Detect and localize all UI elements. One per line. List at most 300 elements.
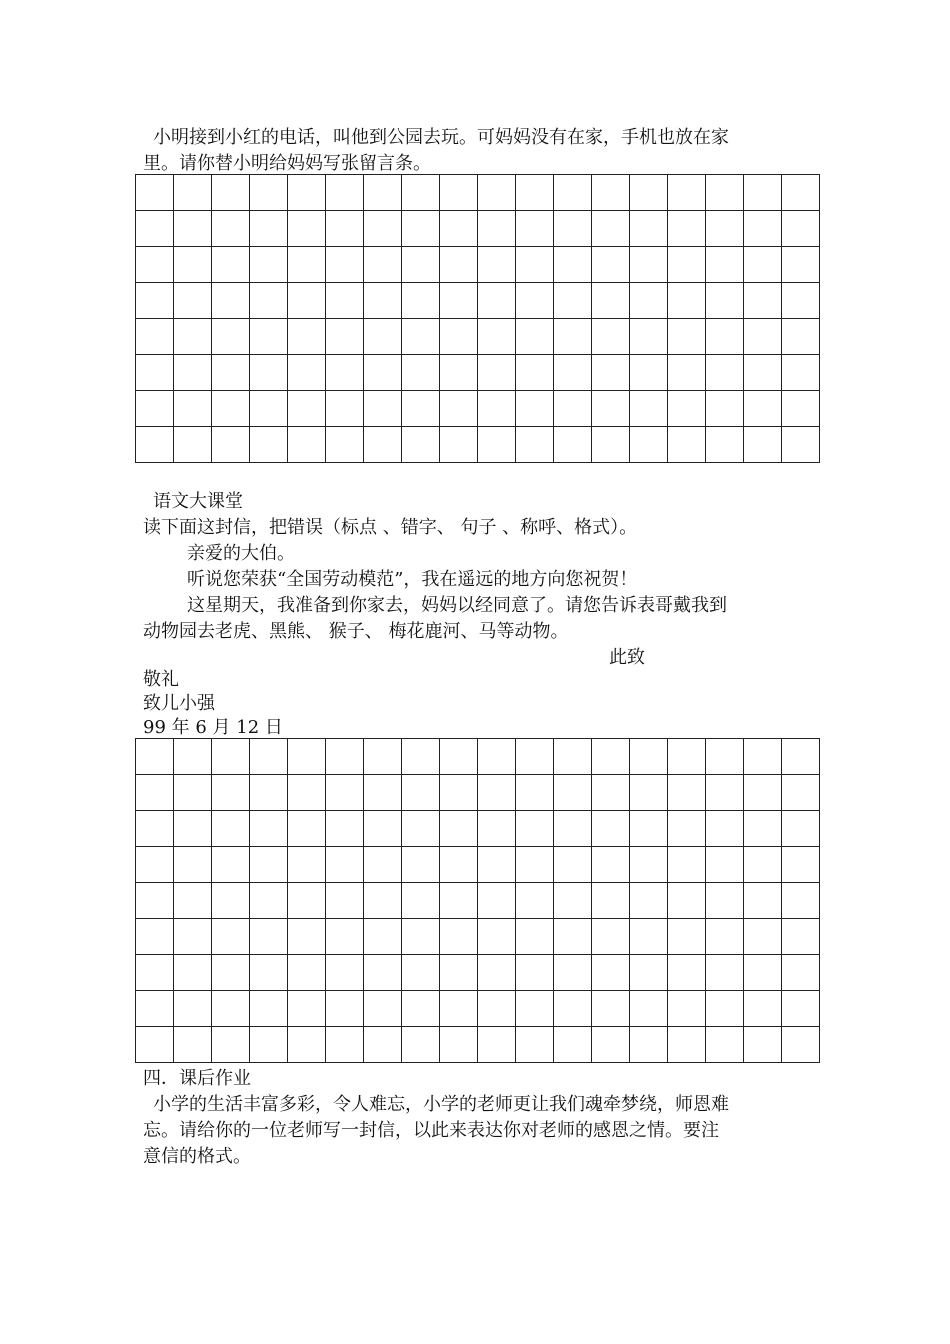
grid-cell xyxy=(250,955,288,991)
grid-cell xyxy=(630,775,668,811)
grid-cell xyxy=(364,739,402,775)
letter-closing-2: 敬礼 xyxy=(143,669,179,690)
grid-cell xyxy=(364,283,402,319)
grid-cell xyxy=(630,811,668,847)
grid-cell xyxy=(440,955,478,991)
grid-cell xyxy=(516,775,554,811)
grid-cell xyxy=(136,247,174,283)
grid-cell xyxy=(516,883,554,919)
grid-cell xyxy=(706,883,744,919)
grid-cell xyxy=(630,427,668,463)
grid-cell xyxy=(706,1027,744,1063)
grid-cell xyxy=(288,391,326,427)
grid-cell xyxy=(630,919,668,955)
grid-cell xyxy=(478,319,516,355)
grid-cell xyxy=(402,991,440,1027)
grid-cell xyxy=(668,283,706,319)
grid-cell xyxy=(554,211,592,247)
grid-cell xyxy=(174,847,212,883)
grid-cell xyxy=(516,955,554,991)
grid-cell xyxy=(440,247,478,283)
grid-cell xyxy=(592,739,630,775)
grid-cell xyxy=(174,919,212,955)
grid-cell xyxy=(136,811,174,847)
grid-cell xyxy=(212,811,250,847)
grid-cell xyxy=(364,211,402,247)
grid-cell xyxy=(668,991,706,1027)
grid-cell xyxy=(592,283,630,319)
grid-cell xyxy=(554,1027,592,1063)
grid-cell xyxy=(782,283,820,319)
grid-cell xyxy=(288,247,326,283)
grid-cell xyxy=(592,919,630,955)
grid-cell xyxy=(478,811,516,847)
grid-cell xyxy=(288,955,326,991)
grid-cell xyxy=(516,283,554,319)
grid-cell xyxy=(630,955,668,991)
grid-cell xyxy=(744,739,782,775)
grid-cell xyxy=(516,991,554,1027)
grid-cell xyxy=(364,247,402,283)
grid-cell xyxy=(592,247,630,283)
task1-prompt-line1: 小明接到小红的电话，叫他到公园去玩。可妈妈没有在家，手机也放在家 xyxy=(153,127,729,148)
grid-cell xyxy=(630,991,668,1027)
grid-cell xyxy=(630,283,668,319)
grid-cell xyxy=(630,355,668,391)
grid-cell xyxy=(706,175,744,211)
grid-cell xyxy=(326,811,364,847)
grid-cell xyxy=(326,991,364,1027)
grid-cell xyxy=(402,427,440,463)
grid-cell xyxy=(174,1027,212,1063)
grid-cell xyxy=(364,175,402,211)
grid-cell xyxy=(212,919,250,955)
grid-row xyxy=(136,775,820,811)
grid-cell xyxy=(402,247,440,283)
grid-cell xyxy=(440,991,478,1027)
grid-cell xyxy=(592,211,630,247)
grid-cell xyxy=(554,427,592,463)
grid-cell xyxy=(212,283,250,319)
grid-row xyxy=(136,247,820,283)
grid-cell xyxy=(630,1027,668,1063)
letter-paragraph-2-line1: 这星期天，我准备到你家去，妈妈以经同意了。请您告诉表哥戴我到 xyxy=(187,595,727,616)
grid-cell xyxy=(440,775,478,811)
grid-cell xyxy=(516,847,554,883)
grid-row xyxy=(136,211,820,247)
grid-cell xyxy=(744,1027,782,1063)
grid-cell xyxy=(744,175,782,211)
grid-cell xyxy=(250,991,288,1027)
grid-cell xyxy=(326,955,364,991)
grid-cell xyxy=(668,1027,706,1063)
grid-cell xyxy=(630,247,668,283)
grid-cell xyxy=(478,211,516,247)
grid-cell xyxy=(554,319,592,355)
grid-cell xyxy=(668,211,706,247)
homework-line1: 小学的生活丰富多彩，令人难忘，小学的老师更让我们魂牵梦绕，师恩难 xyxy=(153,1094,729,1115)
grid-cell xyxy=(782,211,820,247)
grid-cell xyxy=(744,391,782,427)
grid-cell xyxy=(212,847,250,883)
grid-cell xyxy=(326,1027,364,1063)
grid-cell xyxy=(478,739,516,775)
grid-row xyxy=(136,391,820,427)
grid-cell xyxy=(744,775,782,811)
grid-cell xyxy=(706,919,744,955)
grid-cell xyxy=(592,991,630,1027)
grid-cell xyxy=(440,355,478,391)
grid-cell xyxy=(478,427,516,463)
grid-cell xyxy=(478,247,516,283)
grid-cell xyxy=(136,283,174,319)
grid-cell xyxy=(288,427,326,463)
grid-cell xyxy=(212,175,250,211)
grid-cell xyxy=(744,955,782,991)
grid-cell xyxy=(402,847,440,883)
grid-cell xyxy=(668,739,706,775)
grid-cell xyxy=(706,247,744,283)
grid-cell xyxy=(288,991,326,1027)
grid-cell xyxy=(136,175,174,211)
grid-cell xyxy=(440,391,478,427)
grid-cell xyxy=(554,247,592,283)
grid-cell xyxy=(136,775,174,811)
grid-cell xyxy=(288,211,326,247)
grid-cell xyxy=(668,175,706,211)
writing-grid-note xyxy=(135,174,820,463)
grid-cell xyxy=(136,211,174,247)
grid-cell xyxy=(668,427,706,463)
grid-cell xyxy=(706,211,744,247)
grid-cell xyxy=(288,355,326,391)
grid-cell xyxy=(250,1027,288,1063)
grid-cell xyxy=(668,355,706,391)
grid-cell xyxy=(554,283,592,319)
grid-cell xyxy=(174,175,212,211)
grid-cell xyxy=(782,739,820,775)
grid-cell xyxy=(326,355,364,391)
grid-cell xyxy=(744,883,782,919)
grid-row xyxy=(136,355,820,391)
grid-cell xyxy=(402,211,440,247)
grid-cell xyxy=(554,919,592,955)
letter-signature: 致儿小强 xyxy=(143,693,215,714)
grid-cell xyxy=(212,955,250,991)
grid-cell xyxy=(668,811,706,847)
grid-cell xyxy=(250,391,288,427)
grid-cell xyxy=(706,991,744,1027)
writing-grid-correction xyxy=(135,738,820,1063)
grid-cell xyxy=(706,355,744,391)
grid-cell xyxy=(744,355,782,391)
grid-cell xyxy=(630,175,668,211)
grid-cell xyxy=(516,811,554,847)
grid-cell xyxy=(440,847,478,883)
grid-cell xyxy=(136,391,174,427)
grid-cell xyxy=(706,847,744,883)
grid-cell xyxy=(212,883,250,919)
grid-cell xyxy=(136,739,174,775)
letter-greeting: 亲爱的大伯。 xyxy=(187,543,295,564)
homework-line2: 忘。请给你的一位老师写一封信，以此来表达你对老师的感恩之情。要注 xyxy=(143,1120,719,1141)
grid-row xyxy=(136,847,820,883)
grid-cell xyxy=(782,775,820,811)
grid-cell xyxy=(440,211,478,247)
grid-cell xyxy=(364,1027,402,1063)
grid-cell xyxy=(478,391,516,427)
grid-row xyxy=(136,883,820,919)
grid-cell xyxy=(250,319,288,355)
grid-cell xyxy=(554,811,592,847)
grid-cell xyxy=(478,175,516,211)
grid-cell xyxy=(364,427,402,463)
grid-cell xyxy=(592,391,630,427)
grid-cell xyxy=(706,427,744,463)
grid-cell xyxy=(402,883,440,919)
grid-cell xyxy=(440,427,478,463)
grid-cell xyxy=(668,919,706,955)
grid-cell xyxy=(668,319,706,355)
grid-cell xyxy=(630,391,668,427)
grid-cell xyxy=(288,775,326,811)
grid-cell xyxy=(592,847,630,883)
grid-cell xyxy=(668,775,706,811)
grid-cell xyxy=(744,919,782,955)
grid-cell xyxy=(174,355,212,391)
grid-cell xyxy=(554,883,592,919)
grid-cell xyxy=(744,283,782,319)
grid-cell xyxy=(326,847,364,883)
grid-cell xyxy=(326,883,364,919)
grid-cell xyxy=(630,847,668,883)
grid-cell xyxy=(212,211,250,247)
grid-cell xyxy=(174,811,212,847)
grid-cell xyxy=(782,991,820,1027)
grid-cell xyxy=(782,811,820,847)
grid-row xyxy=(136,283,820,319)
grid-cell xyxy=(440,739,478,775)
letter-date: 99 年 6 月 12 日 xyxy=(143,717,283,738)
section-title-chinese-class: 语文大课堂 xyxy=(153,491,243,512)
grid-cell xyxy=(250,355,288,391)
letter-paragraph-2-line2: 动物园去老虎、黑熊、 猴子、 梅花鹿河、马等动物。 xyxy=(143,621,569,642)
grid-cell xyxy=(744,991,782,1027)
grid-cell xyxy=(440,175,478,211)
grid-cell xyxy=(592,955,630,991)
grid-cell xyxy=(744,319,782,355)
grid-cell xyxy=(668,391,706,427)
grid-cell xyxy=(554,847,592,883)
grid-cell xyxy=(744,811,782,847)
grid-cell xyxy=(592,427,630,463)
grid-cell xyxy=(440,883,478,919)
grid-cell xyxy=(516,1027,554,1063)
grid-cell xyxy=(250,283,288,319)
grid-cell xyxy=(706,319,744,355)
grid-cell xyxy=(516,739,554,775)
grid-cell xyxy=(782,1027,820,1063)
grid-cell xyxy=(516,175,554,211)
grid-cell xyxy=(136,355,174,391)
grid-cell xyxy=(554,991,592,1027)
grid-cell xyxy=(250,175,288,211)
grid-cell xyxy=(592,811,630,847)
grid-row xyxy=(136,991,820,1027)
grid-cell xyxy=(174,247,212,283)
grid-cell xyxy=(478,847,516,883)
grid-cell xyxy=(744,427,782,463)
grid-cell xyxy=(478,283,516,319)
grid-cell xyxy=(402,1027,440,1063)
grid-cell xyxy=(782,391,820,427)
grid-cell xyxy=(478,955,516,991)
grid-cell xyxy=(440,1027,478,1063)
grid-cell xyxy=(250,919,288,955)
grid-cell xyxy=(288,319,326,355)
letter-paragraph-1: 听说您荣获“全国劳动模范”，我在遥远的地方向您祝贺！ xyxy=(187,569,638,590)
grid-cell xyxy=(782,319,820,355)
grid-row xyxy=(136,175,820,211)
grid-cell xyxy=(402,355,440,391)
grid-cell xyxy=(440,811,478,847)
grid-cell xyxy=(744,847,782,883)
grid-cell xyxy=(516,919,554,955)
grid-row xyxy=(136,1027,820,1063)
grid-cell xyxy=(212,1027,250,1063)
grid-cell xyxy=(516,355,554,391)
grid-cell xyxy=(250,739,288,775)
grid-cell xyxy=(402,811,440,847)
grid-cell xyxy=(364,319,402,355)
grid-cell xyxy=(212,991,250,1027)
grid-cell xyxy=(250,811,288,847)
grid-cell xyxy=(364,883,402,919)
grid-cell xyxy=(592,355,630,391)
grid-cell xyxy=(326,319,364,355)
grid-cell xyxy=(554,739,592,775)
task1-prompt-line2: 里。请你替小明给妈妈写张留言条。 xyxy=(143,153,431,174)
grid-cell xyxy=(136,847,174,883)
grid-cell xyxy=(174,991,212,1027)
grid-cell xyxy=(364,811,402,847)
grid-row xyxy=(136,319,820,355)
grid-cell xyxy=(706,739,744,775)
grid-cell xyxy=(630,883,668,919)
grid-cell xyxy=(250,247,288,283)
grid-cell xyxy=(782,919,820,955)
grid-row xyxy=(136,811,820,847)
grid-cell xyxy=(668,883,706,919)
grid-cell xyxy=(212,355,250,391)
grid-cell xyxy=(364,955,402,991)
grid-cell xyxy=(174,319,212,355)
grid-cell xyxy=(630,211,668,247)
task2-instruction: 读下面这封信，把错误（标点 、错字、 句子 、称呼、格式）。 xyxy=(143,517,638,538)
grid-cell xyxy=(174,775,212,811)
grid-cell xyxy=(630,739,668,775)
grid-cell xyxy=(782,247,820,283)
grid-cell xyxy=(326,211,364,247)
grid-cell xyxy=(402,283,440,319)
grid-cell xyxy=(554,955,592,991)
grid-cell xyxy=(250,883,288,919)
grid-cell xyxy=(440,283,478,319)
grid-cell xyxy=(592,1027,630,1063)
grid-cell xyxy=(402,919,440,955)
grid-cell xyxy=(288,919,326,955)
grid-cell xyxy=(136,955,174,991)
grid-cell xyxy=(136,319,174,355)
grid-cell xyxy=(402,955,440,991)
grid-cell xyxy=(402,319,440,355)
grid-cell xyxy=(326,391,364,427)
grid-cell xyxy=(326,175,364,211)
grid-cell xyxy=(326,427,364,463)
grid-cell xyxy=(136,883,174,919)
grid-cell xyxy=(478,919,516,955)
grid-cell xyxy=(782,427,820,463)
grid-cell xyxy=(364,991,402,1027)
grid-cell xyxy=(326,919,364,955)
grid-cell xyxy=(478,355,516,391)
homework-line3: 意信的格式。 xyxy=(143,1146,251,1167)
grid-cell xyxy=(136,991,174,1027)
homework-title: 四．课后作业 xyxy=(143,1068,251,1089)
grid-cell xyxy=(402,739,440,775)
grid-cell xyxy=(212,319,250,355)
grid-cell xyxy=(592,775,630,811)
grid-cell xyxy=(136,427,174,463)
grid-cell xyxy=(174,391,212,427)
grid-cell xyxy=(288,847,326,883)
grid-cell xyxy=(212,247,250,283)
grid-cell xyxy=(136,919,174,955)
grid-cell xyxy=(326,775,364,811)
grid-cell xyxy=(326,247,364,283)
grid-cell xyxy=(364,391,402,427)
grid-cell xyxy=(250,775,288,811)
grid-cell xyxy=(668,955,706,991)
grid-cell xyxy=(782,847,820,883)
grid-cell xyxy=(554,391,592,427)
grid-cell xyxy=(668,847,706,883)
letter-closing-1: 此致 xyxy=(609,647,645,668)
grid-cell xyxy=(402,391,440,427)
grid-cell xyxy=(174,283,212,319)
grid-cell xyxy=(364,847,402,883)
grid-cell xyxy=(174,211,212,247)
grid-cell xyxy=(212,739,250,775)
grid-cell xyxy=(326,283,364,319)
grid-cell xyxy=(516,319,554,355)
grid-cell xyxy=(402,175,440,211)
grid-cell xyxy=(706,955,744,991)
grid-cell xyxy=(630,319,668,355)
grid-cell xyxy=(288,175,326,211)
grid-cell xyxy=(478,883,516,919)
grid-cell xyxy=(174,427,212,463)
grid-cell xyxy=(136,1027,174,1063)
grid-cell xyxy=(212,775,250,811)
grid-cell xyxy=(288,739,326,775)
grid-cell xyxy=(744,247,782,283)
grid-cell xyxy=(744,211,782,247)
grid-cell xyxy=(212,427,250,463)
grid-cell xyxy=(554,775,592,811)
grid-cell xyxy=(592,175,630,211)
grid-cell xyxy=(516,391,554,427)
